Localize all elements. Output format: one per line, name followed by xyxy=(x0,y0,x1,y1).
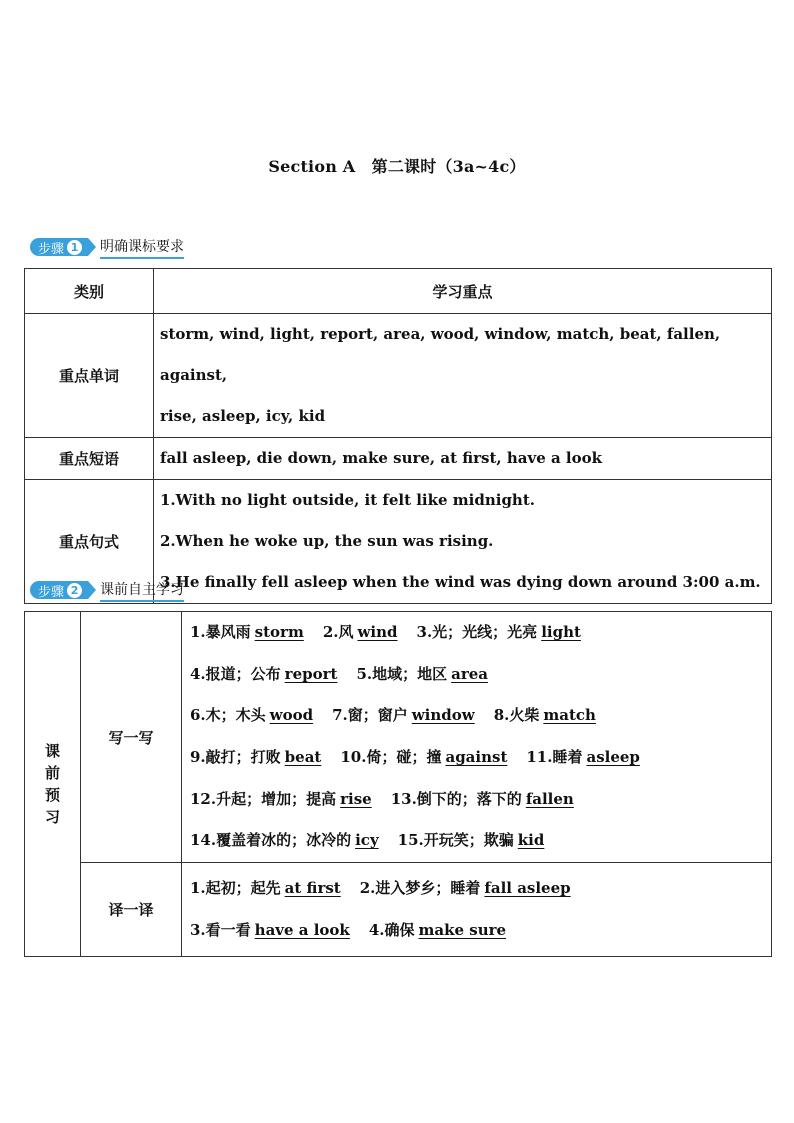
table-row xyxy=(25,314,772,438)
item-line xyxy=(190,779,763,821)
item-answer: storm xyxy=(254,623,304,642)
step-1-number: 1 xyxy=(67,240,82,255)
item-answer: kid xyxy=(517,831,545,850)
item-prompt: 1.暴风雨 xyxy=(190,623,251,642)
item-prompt: 4.报道；公布 xyxy=(190,664,281,683)
step-2-label: 课前自主学习 xyxy=(100,579,184,602)
item-prompt: 14.覆盖着冰的；冰冷的 xyxy=(190,831,352,850)
section-label: 课前预习 xyxy=(44,742,60,826)
item-answer: light xyxy=(541,623,581,642)
group-items xyxy=(182,612,772,863)
item-prompt: 6.木；木头 xyxy=(190,706,266,725)
item-prompt: 3.看一看 xyxy=(190,920,251,939)
item-answer: have a look xyxy=(254,920,350,939)
group-name: 译一译 xyxy=(81,863,182,957)
step-2-header xyxy=(30,580,184,600)
item-answer: against xyxy=(445,748,508,766)
table-row xyxy=(25,438,772,480)
study-focus-table xyxy=(24,268,772,604)
step-1-badge-text: 步骤 xyxy=(38,241,65,257)
item-answer: at first xyxy=(284,878,341,897)
item-line xyxy=(190,612,763,654)
row-category: 重点单词 xyxy=(25,314,154,438)
row-content xyxy=(154,438,772,480)
item-answer: match xyxy=(543,706,596,725)
header-focus: 学习重点 xyxy=(154,269,772,314)
item-prompt: 3.光；光线；光亮 xyxy=(416,623,538,642)
item-prompt: 2.进入梦乡；睡着 xyxy=(359,878,481,897)
item-prompt: 2.风 xyxy=(322,623,354,642)
header-category: 类别 xyxy=(25,269,154,314)
item-prompt: 13.倒下的；落下的 xyxy=(390,789,522,808)
item-line xyxy=(190,868,763,910)
item-answer: fall asleep xyxy=(484,878,571,897)
item-answer: icy xyxy=(355,831,379,850)
item-line xyxy=(190,737,763,779)
item-line xyxy=(190,910,763,952)
table-row xyxy=(25,863,772,957)
item-prompt: 1.起初；起先 xyxy=(190,878,281,897)
group-items xyxy=(182,863,772,957)
table-row xyxy=(25,612,772,863)
item-answer: fallen xyxy=(525,789,574,808)
content-line: rise, asleep, icy, kid xyxy=(160,407,326,425)
page-title: Section A 第二课时（3a~4c） xyxy=(268,157,526,176)
item-answer: report xyxy=(284,664,338,683)
table-header-row xyxy=(25,269,772,314)
item-prompt: 4.确保 xyxy=(368,920,415,939)
item-answer: wind xyxy=(357,623,398,642)
step-1-header xyxy=(30,237,184,257)
content-line: 3.He finally fell asleep when the wind was dying down around 3:00 a.m. xyxy=(160,573,761,591)
item-prompt: 9.敲打；打败 xyxy=(190,748,281,766)
item-prompt: 12.升起；增加；提高 xyxy=(190,789,337,808)
step-1-label: 明确课标要求 xyxy=(100,236,184,259)
item-answer: make sure xyxy=(418,920,507,939)
row-content xyxy=(154,480,772,604)
item-line xyxy=(190,820,763,862)
item-answer: beat xyxy=(284,748,322,766)
content-line: storm, wind, light, report, area, wood, window, match, beat, fallen, against, xyxy=(160,325,721,384)
content-line: 1.With no light outside, it felt like midnight. xyxy=(160,491,535,509)
item-prompt: 7.窗；窗户 xyxy=(332,706,408,725)
step-2-number: 2 xyxy=(67,583,82,598)
item-prompt: 8.火柴 xyxy=(493,706,540,725)
item-prompt: 10.倚；碰；撞 xyxy=(340,748,442,766)
item-prompt: 11.睡着 xyxy=(526,748,583,766)
item-answer: wood xyxy=(269,706,314,725)
item-line xyxy=(190,654,763,696)
step-2-badge-text: 步骤 xyxy=(38,584,65,600)
section-label-cell xyxy=(25,612,81,957)
item-prompt: 15.开玩笑；欺骗 xyxy=(397,831,514,850)
item-answer: window xyxy=(411,706,475,725)
item-line xyxy=(190,695,763,737)
row-content xyxy=(154,314,772,438)
content-line: 2.When he woke up, the sun was rising. xyxy=(160,532,494,550)
content-line: fall asleep, die down, make sure, at first, have a look xyxy=(160,449,603,467)
item-answer: area xyxy=(451,664,489,683)
item-answer: asleep xyxy=(586,748,640,766)
step-1-badge xyxy=(30,238,88,256)
step-2-badge xyxy=(30,581,88,599)
item-answer: rise xyxy=(340,789,372,808)
row-category: 重点短语 xyxy=(25,438,154,480)
item-prompt: 5.地域；地区 xyxy=(356,664,448,683)
preview-table xyxy=(24,611,772,957)
group-name: 写一写 xyxy=(81,612,182,863)
row-category: 重点句式 xyxy=(25,480,154,604)
